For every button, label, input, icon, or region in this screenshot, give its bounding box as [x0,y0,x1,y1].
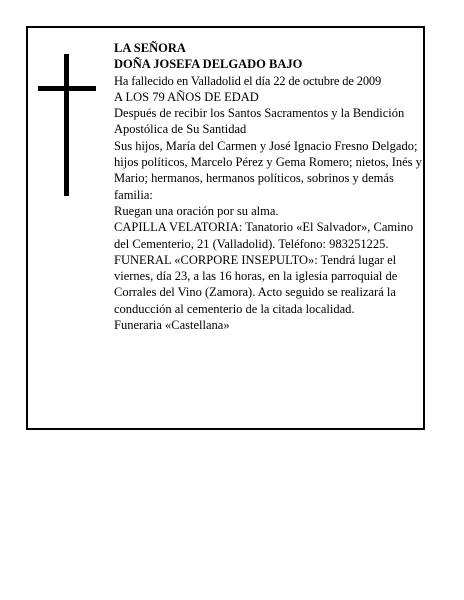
age-statement: A LOS 79 AÑOS DE EDAD [114,89,259,104]
notice-title: LA SEÑORA [114,41,186,55]
funeral-home: Funeraria «Castellana» [114,318,230,333]
funeral-information: FUNERAL «CORPORE INSEPULTO»: Tendrá lugar el viernes, día 23, a las 16 horas, en la iglesia parroquial de Corrales del Vino (Zamora). Acto seguido se realizará la conducción al cementerio de la citada localidad. [114,252,398,316]
obituary-text [114,40,429,333]
prayer-request: Ruegan una oración por su alma. [114,203,279,218]
cross-horizontal-bar [38,86,96,91]
chapel-information: CAPILLA VELATORIA: Tanatorio «El Salvador», Camino del Cementerio, 21 (Valladolid). Teléfono: 983251225. [114,220,414,251]
sacraments-statement: Después de recibir los Santos Sacramentos y la Bendición Apostólica de Su Santidad [114,106,405,137]
deceased-name: DOÑA JOSEFA DELGADO BAJO [114,57,303,72]
cross-vertical-bar [64,54,69,196]
cross-icon [38,54,96,196]
passing-statement: Ha fallecido en Valladolid el día 22 de octubre de 2009 [114,73,382,88]
family-list: Sus hijos, María del Carmen y José Ignacio Fresno Delgado; hijos políticos, Marcelo Pérez y Gema Romero; nietos, Inés y Mario; hermanos, hermanos políticos, sobrinos y demás familia: [114,138,422,202]
